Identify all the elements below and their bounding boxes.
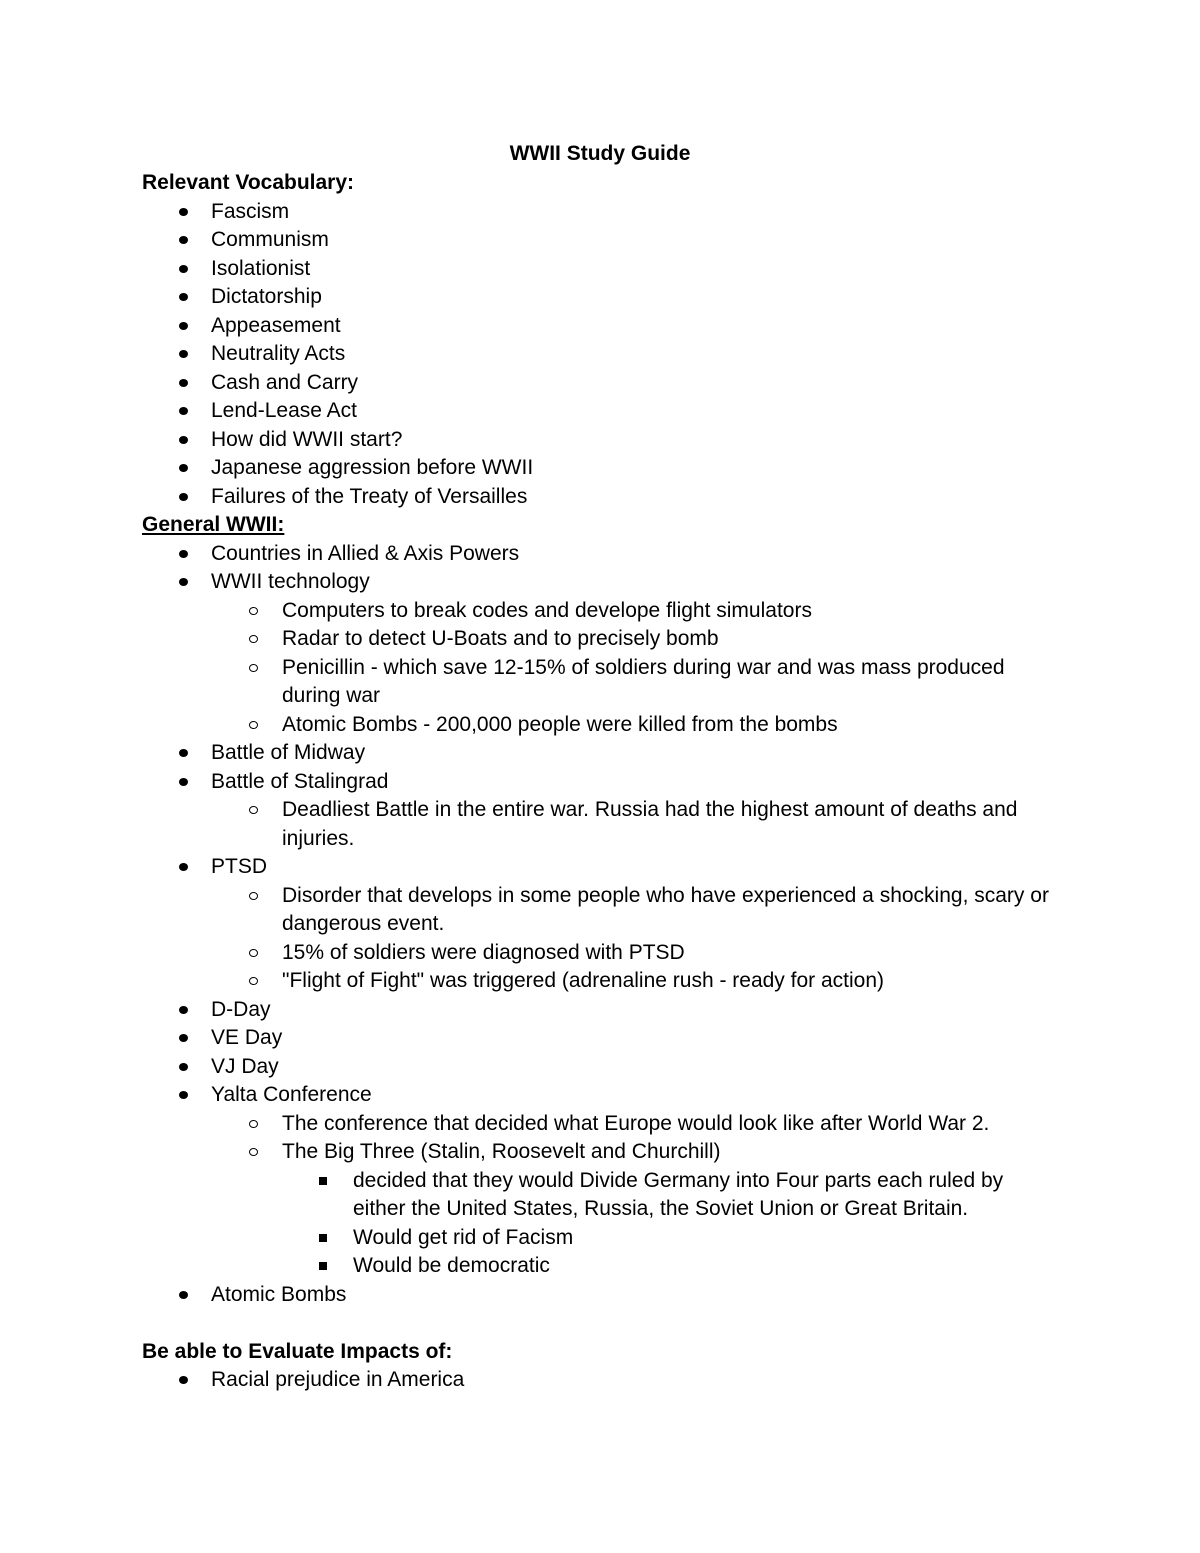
- bullet-disc-icon: [179, 322, 188, 330]
- vocab-item: Dictatorship: [142, 283, 1062, 312]
- bullet-circle-icon: [249, 949, 258, 957]
- sub-item: Radar to detect U-Boats and to precisely bomb: [142, 625, 1062, 654]
- vocab-item: How did WWII start?: [142, 426, 1062, 455]
- bullet-disc-icon: [179, 749, 188, 757]
- vocab-item: Neutrality Acts: [142, 340, 1062, 369]
- vocab-item: Japanese aggression before WWII: [142, 454, 1062, 483]
- sub-item: Disorder that develops in some people who have experienced a shocking, scary or dangerous event.: [142, 882, 1062, 939]
- vocab-item: Isolationist: [142, 255, 1062, 284]
- bullet-disc-icon: [179, 464, 188, 472]
- general-item-stalingrad: Battle of Stalingrad Deadliest Battle in the entire war. Russia had the highest amount of deaths and injuries.: [142, 768, 1062, 854]
- general-item-yalta: Yalta Conference The conference that decided what Europe would look like after World War 2. The Big Three (Stalin, Roosevelt and Churchill) decided that they would Divide Germany into Four parts each ruled by either the United States, Russia, the Soviet Union or Great Britain. Would get rid of Facism Would be democratic: [142, 1081, 1062, 1281]
- bullet-circle-icon: [249, 892, 258, 900]
- bullet-circle-icon: [249, 664, 258, 672]
- bullet-square-icon: [319, 1234, 327, 1242]
- bullet-disc-icon: [179, 236, 188, 244]
- bullet-disc-icon: [179, 1376, 188, 1384]
- bullet-circle-icon: [249, 635, 258, 643]
- bullet-square-icon: [319, 1177, 327, 1185]
- general-item-technology: WWII technology Computers to break codes and develope flight simulators Radar to detect U-Boats and to precisely bomb Penicillin - which save 12-15% of soldiers during war and was mass produced during war Atomic Bombs - 200,000 people were killed from the bombs: [142, 568, 1062, 739]
- impacts-list: [142, 1366, 1062, 1395]
- general-heading: General WWII:: [142, 513, 285, 536]
- blank-line: [142, 1309, 1062, 1338]
- yalta-sublist: [142, 1110, 1062, 1281]
- vocab-item: Fascism: [142, 198, 1062, 227]
- bullet-disc-icon: [179, 1091, 188, 1099]
- sub-item: Atomic Bombs - 200,000 people were killed from the bombs: [142, 711, 1062, 740]
- bullet-disc-icon: [179, 1063, 188, 1071]
- document-body: [142, 169, 1062, 1395]
- bullet-circle-icon: [249, 806, 258, 814]
- bullet-disc-icon: [179, 550, 188, 558]
- vocab-item: Failures of the Treaty of Versailles: [142, 483, 1062, 512]
- technology-sublist: [142, 597, 1062, 740]
- vocab-list: [142, 198, 1062, 512]
- sub-sub-item: decided that they would Divide Germany into Four parts each ruled by either the United States, Russia, the Soviet Union or Great Britain.: [142, 1167, 1062, 1224]
- sub-item: Computers to break codes and develope flight simulators: [142, 597, 1062, 626]
- bullet-circle-icon: [249, 1148, 258, 1156]
- bullet-circle-icon: [249, 1120, 258, 1128]
- bullet-disc-icon: [179, 350, 188, 358]
- bullet-circle-icon: [249, 607, 258, 615]
- stalingrad-sublist: [142, 796, 1062, 853]
- general-item-vjday: VJ Day: [142, 1053, 1062, 1082]
- sub-item: 15% of soldiers were diagnosed with PTSD: [142, 939, 1062, 968]
- general-item-atomic: Atomic Bombs: [142, 1281, 1062, 1310]
- big-three-sublist: [142, 1167, 1062, 1281]
- ptsd-sublist: [142, 882, 1062, 996]
- bullet-disc-icon: [179, 379, 188, 387]
- bullet-disc-icon: [179, 436, 188, 444]
- sub-item: The conference that decided what Europe would look like after World War 2.: [142, 1110, 1062, 1139]
- general-item-dday: D-Day: [142, 996, 1062, 1025]
- bullet-square-icon: [319, 1262, 327, 1270]
- bullet-disc-icon: [179, 293, 188, 301]
- general-item-midway: Battle of Midway: [142, 739, 1062, 768]
- bullet-disc-icon: [179, 493, 188, 501]
- general-list: [142, 540, 1062, 1310]
- impacts-heading: Be able to Evaluate Impacts of:: [142, 1339, 453, 1363]
- sub-item: Deadliest Battle in the entire war. Russia had the highest amount of deaths and injuries.: [142, 796, 1062, 853]
- bullet-disc-icon: [179, 1006, 188, 1014]
- sub-sub-item: Would be democratic: [142, 1252, 1062, 1281]
- bullet-disc-icon: [179, 265, 188, 273]
- bullet-disc-icon: [179, 407, 188, 415]
- vocab-heading: Relevant Vocabulary:: [142, 171, 355, 194]
- bullet-disc-icon: [179, 1034, 188, 1042]
- bullet-disc-icon: [179, 578, 188, 586]
- general-item-countries: Countries in Allied & Axis Powers: [142, 540, 1062, 569]
- bullet-disc-icon: [179, 208, 188, 216]
- vocab-item: Appeasement: [142, 312, 1062, 341]
- vocab-item: Communism: [142, 226, 1062, 255]
- vocab-item: Lend-Lease Act: [142, 397, 1062, 426]
- general-item-ptsd: PTSD Disorder that develops in some people who have experienced a shocking, scary or dangerous event. 15% of soldiers were diagnosed with PTSD "Flight of Fight" was triggered (adrenaline rush - ready for action): [142, 853, 1062, 996]
- bullet-circle-icon: [249, 977, 258, 985]
- page-title: WWII Study Guide: [509, 142, 691, 165]
- general-item-veday: VE Day: [142, 1024, 1062, 1053]
- impacts-item: Racial prejudice in America: [142, 1366, 1062, 1395]
- bullet-disc-icon: [179, 863, 188, 871]
- bullet-disc-icon: [179, 778, 188, 786]
- sub-item: Penicillin - which save 12-15% of soldiers during war and was mass produced during war: [142, 654, 1062, 711]
- vocab-item: Cash and Carry: [142, 369, 1062, 398]
- sub-item: The Big Three (Stalin, Roosevelt and Churchill) decided that they would Divide Germany into Four parts each ruled by either the United States, Russia, the Soviet Union or Great Britain. Would get rid of Facism Would be democratic: [142, 1138, 1062, 1281]
- sub-sub-item: Would get rid of Facism: [142, 1224, 1062, 1253]
- bullet-circle-icon: [249, 721, 258, 729]
- sub-item: "Flight of Fight" was triggered (adrenaline rush - ready for action): [142, 967, 1062, 996]
- bullet-disc-icon: [179, 1291, 188, 1299]
